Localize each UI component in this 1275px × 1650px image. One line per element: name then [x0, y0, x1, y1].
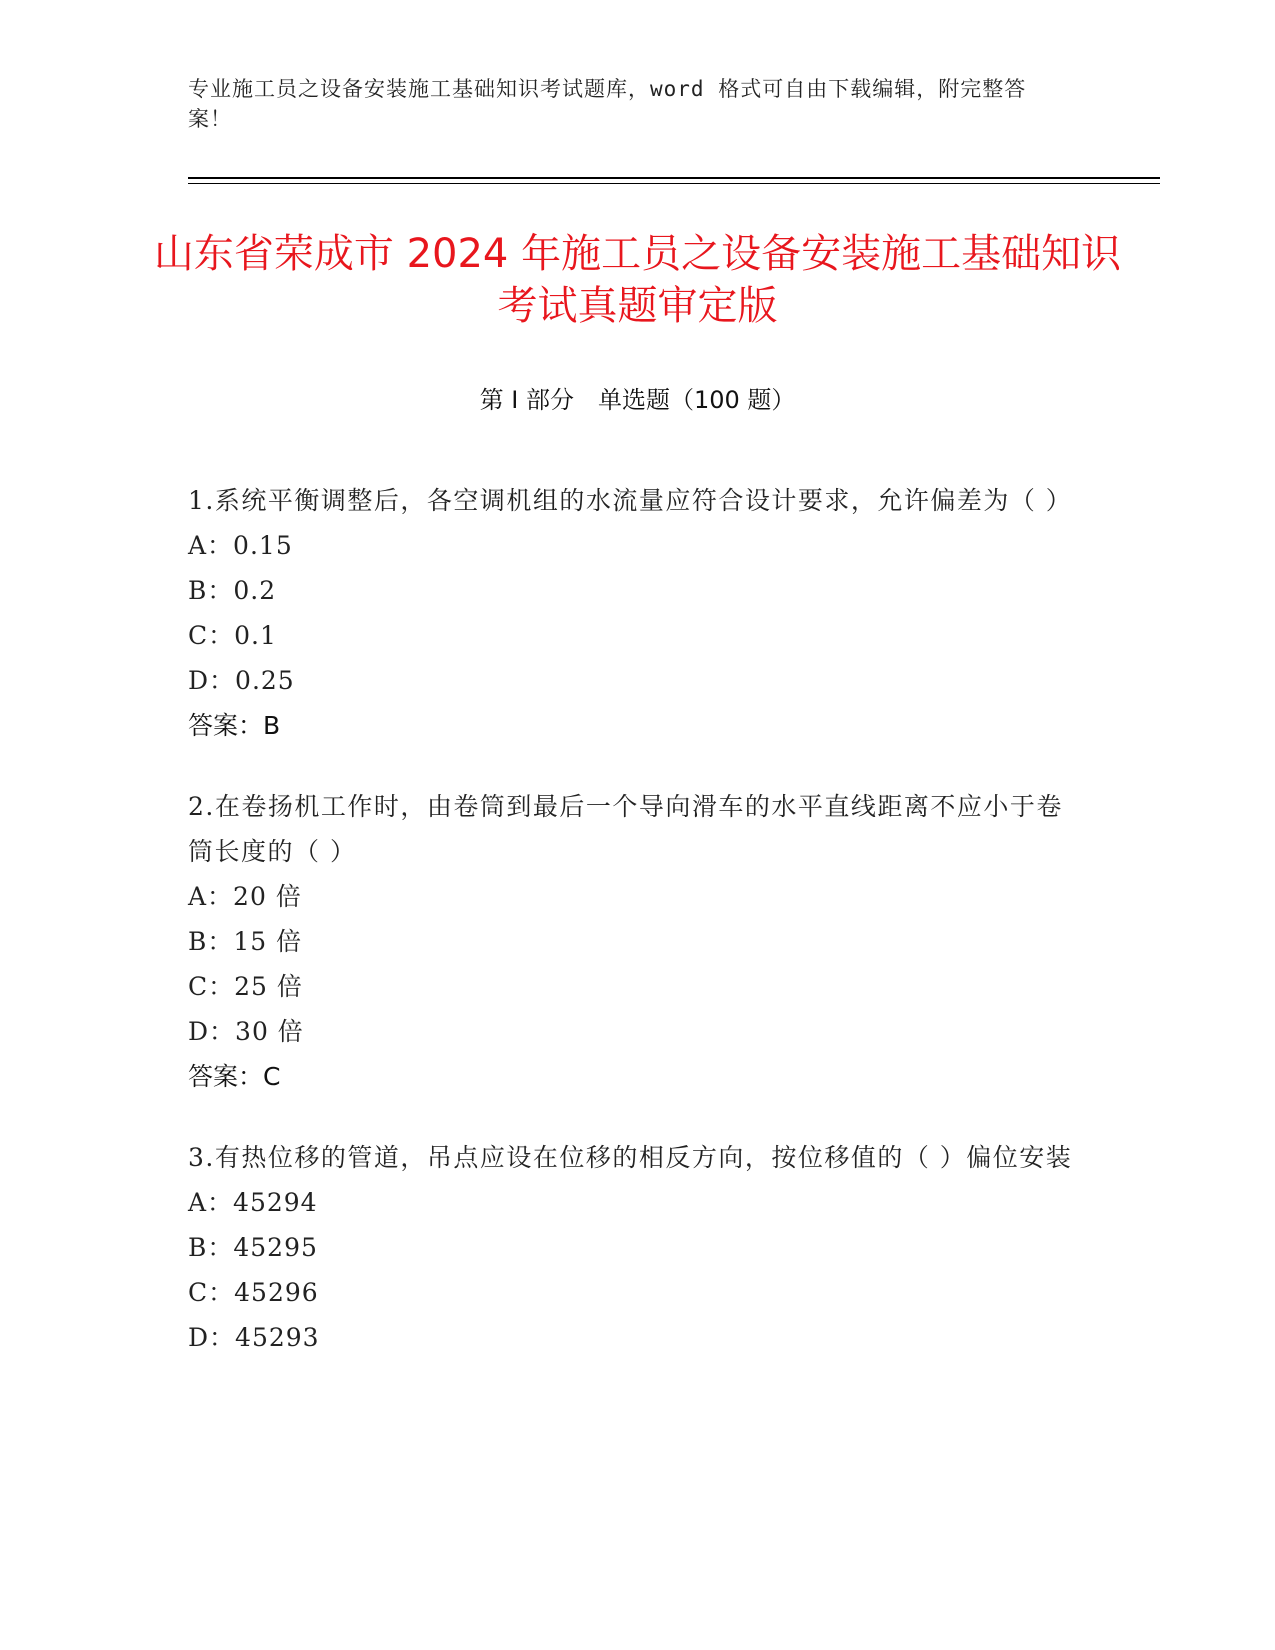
question-item-3	[188, 1135, 1088, 1360]
document-title: 山东省荣成市 2024 年施工员之设备安装施工基础知识考试真题审定版	[153, 231, 1122, 329]
option-a: A：45294	[188, 1188, 318, 1217]
option-d: D：30 倍	[188, 1017, 304, 1046]
header-note: 专业施工员之设备安装施工基础知识考试题库，word 格式可自由下载编辑，附完整答案！	[188, 77, 1027, 131]
question-item-2	[188, 784, 1088, 1099]
option-b: B：45295	[188, 1233, 318, 1262]
header-rule-thick	[188, 177, 1160, 179]
option-a: A：0.15	[188, 531, 293, 560]
option-b: B：15 倍	[188, 927, 303, 956]
question-list	[188, 478, 1088, 1396]
answer-text: 答案：B	[188, 711, 281, 740]
option-d: D：0.25	[188, 666, 295, 695]
option-c: C：0.1	[188, 621, 277, 650]
section-title: 第 I 部分 单选题（100 题）	[479, 386, 796, 414]
answer-text: 答案：C	[188, 1062, 281, 1091]
option-a: A：20 倍	[188, 882, 302, 911]
question-stem: 2.在卷扬机工作时，由卷筒到最后一个导向滑车的水平直线距离不应小于卷筒长度的（ ）	[188, 792, 1063, 866]
question-item-1	[188, 478, 1088, 748]
option-d: D：45293	[188, 1323, 320, 1352]
option-b: B：0.2	[188, 576, 277, 605]
option-c: C：45296	[188, 1278, 319, 1307]
question-stem: 3.有热位移的管道，吊点应设在位移的相反方向，按位移值的（ ）偏位安装	[188, 1143, 1073, 1172]
header-rule-thin	[188, 183, 1160, 184]
option-c: C：25 倍	[188, 972, 303, 1001]
question-stem: 1.系统平衡调整后，各空调机组的水流量应符合设计要求，允许偏差为（ ）	[188, 486, 1073, 515]
